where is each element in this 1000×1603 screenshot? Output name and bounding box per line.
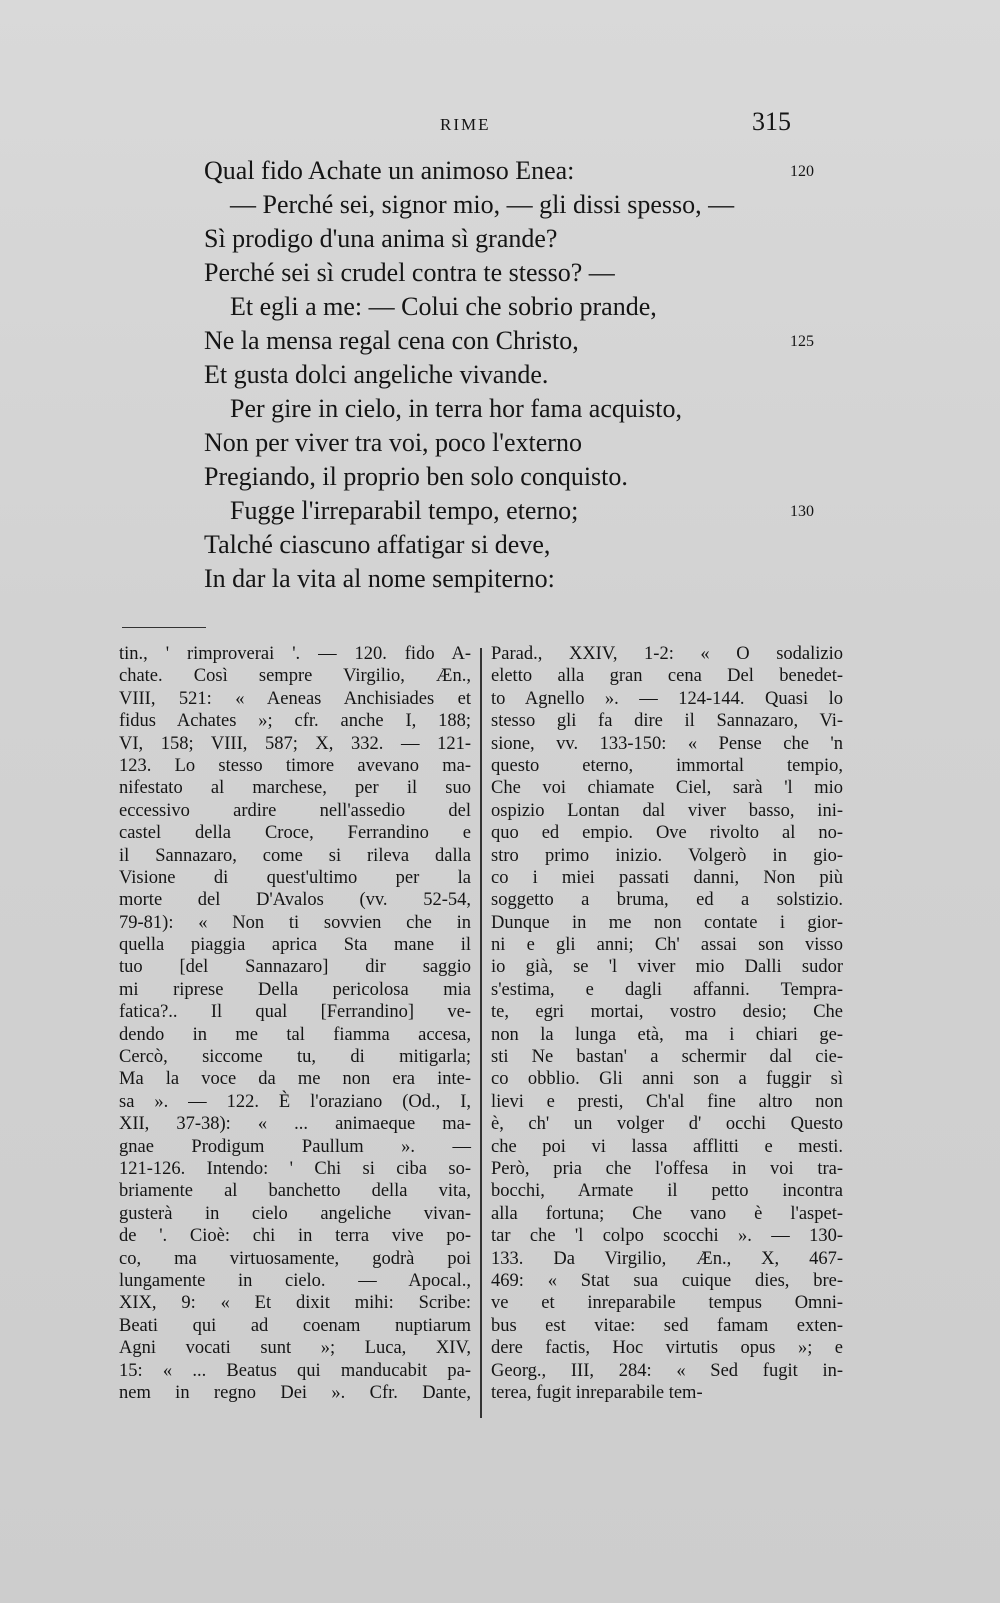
note-line: 79-81): « Non ti sovvien che in [119, 912, 471, 933]
verse-line-number: 130 [790, 503, 814, 520]
note-line: Dunque in me non contate i gior- [491, 912, 843, 933]
note-line: morte del D'Avalos (vv. 52-54, [119, 890, 471, 911]
note-line: eccessivo ardire nell'assedio del [119, 800, 471, 821]
verse-line: — Perché sei, signor mio, — gli dissi spesso, — [230, 190, 735, 219]
verse-line: Per gire in cielo, in terra hor fama acquisto, [230, 394, 682, 423]
commentary-left-column [119, 643, 471, 1404]
note-line: tuo [del Sannazaro] dir saggio [119, 957, 471, 978]
note-line: mi riprese Della pericolosa mia [119, 979, 471, 1000]
running-head: RIME [440, 115, 491, 134]
note-line: Però, pria che l'offesa in voi tra- [491, 1158, 843, 1179]
verse-line: Non per viver tra voi, poco l'externo [204, 428, 582, 457]
note-line: co i miei passati danni, Non più [491, 867, 843, 888]
note-line: briamente al banchetto della vita, [119, 1181, 471, 1202]
verse-line: Fugge l'irreparabil tempo, eterno; [230, 496, 579, 525]
note-line: sione, vv. 133-150: « Pense che 'n [491, 733, 843, 754]
note-line: nifestato al marchese, per il suo [119, 778, 471, 799]
note-line: alla fortuna; Che vano è l'aspet- [491, 1203, 843, 1224]
note-line: 469: « Stat sua cuique dies, bre- [491, 1270, 843, 1291]
note-line: quella piaggia aprica Sta mane il [119, 935, 471, 956]
verse-line: Perché sei sì crudel contra te stesso? — [204, 258, 615, 287]
column-divider [480, 648, 482, 1418]
footnote-rule [122, 627, 206, 628]
note-line: chate. Così sempre Virgilio, Æn., [119, 666, 471, 687]
note-line: sa ». — 122. È l'oraziano (Od., I, [119, 1091, 471, 1112]
note-line: Ma la voce da me non era inte- [119, 1069, 471, 1090]
note-line: lungamente in cielo. — Apocal., [119, 1270, 471, 1291]
verse-line: Ne la mensa regal cena con Christo, [204, 326, 579, 355]
note-line: co, ma virtuosamente, godrà poi [119, 1248, 471, 1269]
note-line: ni e gli anni; Ch' assai son visso [491, 935, 843, 956]
note-line: gnae Prodigum Paullum ». — [119, 1136, 471, 1157]
verse-line: Et egli a me: — Colui che sobrio prande, [230, 292, 657, 321]
note-line: Visione di quest'ultimo per la [119, 867, 471, 888]
note-line: Parad., XXIV, 1-2: « O sodalizio [491, 644, 843, 664]
note-line: il Sannazaro, come si rileva dalla [119, 845, 471, 866]
note-line: è, ch' un volger d' occhi Questo [491, 1114, 843, 1135]
note-line: XIX, 9: « Et dixit mihi: Scribe: [119, 1293, 471, 1314]
note-line: tin., ' rimproverai '. — 120. fido A- [119, 644, 471, 664]
note-line: VIII, 521: « Aeneas Anchisiades et [119, 688, 471, 709]
note-line: bus est vitae: sed famam exten- [491, 1315, 843, 1336]
note-line: lievi e presti, Ch'al fine altro non [491, 1091, 843, 1112]
note-line: non la lunga età, ma i chiari ge- [491, 1024, 843, 1045]
note-line: Georg., III, 284: « Sed fugit in- [491, 1360, 843, 1381]
note-line: 133. Da Virgilio, Æn., X, 467- [491, 1248, 843, 1269]
note-line: tar che 'l colpo scocchi ». — 130- [491, 1226, 843, 1247]
note-line: dendo in me tal fiamma accesa, [119, 1024, 471, 1045]
note-line: bocchi, Armate il petto incontra [491, 1181, 843, 1202]
verse-line-number: 125 [790, 333, 814, 350]
verse-line: In dar la vita al nome sempiterno: [204, 564, 555, 593]
note-line: stesso gli fa dire il Sannazaro, Vi- [491, 711, 843, 732]
note-line: te, egri mortai, vostro desio; Che [491, 1002, 843, 1023]
note-line: ospizio Lontan dal viver basso, ini- [491, 800, 843, 821]
note-line: Che voi chiamate Ciel, sarà 'l mio [491, 778, 843, 799]
note-line: stro primo inizio. Volgerò in gio- [491, 845, 843, 866]
note-line: gusterà in cielo angeliche vivan- [119, 1203, 471, 1224]
note-line: de '. Cioè: chi in terra vive po- [119, 1226, 471, 1247]
note-line: fidus Achates »; cfr. anche I, 188; [119, 711, 471, 732]
note-line: 123. Lo stesso timore avevano ma- [119, 755, 471, 776]
note-line: fatica?.. Il qual [Ferrandino] ve- [119, 1002, 471, 1023]
verse-line: Et gusta dolci angeliche vivande. [204, 360, 549, 389]
note-line: s'estima, e dagli affanni. Tempra- [491, 979, 843, 1000]
note-line: to Agnello ». — 124-144. Quasi lo [491, 688, 843, 709]
note-line: io già, se 'l viver mio Dalli sudor [491, 957, 843, 978]
note-line: Agni vocati sunt »; Luca, XIV, [119, 1338, 471, 1359]
note-line: castel della Croce, Ferrandino e [119, 823, 471, 844]
note-line: co obblio. Gli anni son a fuggir sì [491, 1069, 843, 1090]
note-line: terea, fugit inreparabile tem- [491, 1382, 703, 1403]
note-line: eletto alla gran cena Del benedet- [491, 666, 843, 687]
note-line: 121-126. Intendo: ' Chi si ciba so- [119, 1158, 471, 1179]
note-line: VI, 158; VIII, 587; X, 332. — 121- [119, 733, 471, 754]
note-line: che poi vi lassa afflitti e mesti. [491, 1136, 843, 1157]
note-line: soggetto a bruma, ed a solstizio. [491, 890, 843, 911]
note-line: dere factis, Hoc virtutis opus »; e [491, 1338, 843, 1359]
note-line: XII, 37-38): « ... animaeque ma- [119, 1114, 471, 1135]
note-line: 15: « ... Beatus qui manducabit pa- [119, 1360, 471, 1381]
verse-line: Qual fido Achate un animoso Enea: [204, 156, 575, 185]
note-line: nem in regno Dei ». Cfr. Dante, [119, 1382, 471, 1403]
verse-line: Sì prodigo d'una anima sì grande? [204, 224, 558, 253]
note-line: Beati qui ad coenam nuptiarum [119, 1315, 471, 1336]
note-line: sti Ne bastan' a schermir dal cie- [491, 1047, 843, 1068]
page-number: 315 [752, 107, 791, 136]
note-line: quo ed empio. Ove rivolto al no- [491, 823, 843, 844]
verse-line-number: 120 [790, 163, 814, 180]
verse-line: Talché ciascuno affatigar si deve, [204, 530, 551, 559]
note-line: Cercò, siccome tu, di mitigarla; [119, 1047, 471, 1068]
verse-line: Pregiando, il proprio ben solo conquisto. [204, 462, 628, 491]
note-line: ve et inreparabile tempus Omni- [491, 1293, 843, 1314]
note-line: questo eterno, immortal tempio, [491, 755, 843, 776]
commentary-right-column [491, 643, 843, 1404]
